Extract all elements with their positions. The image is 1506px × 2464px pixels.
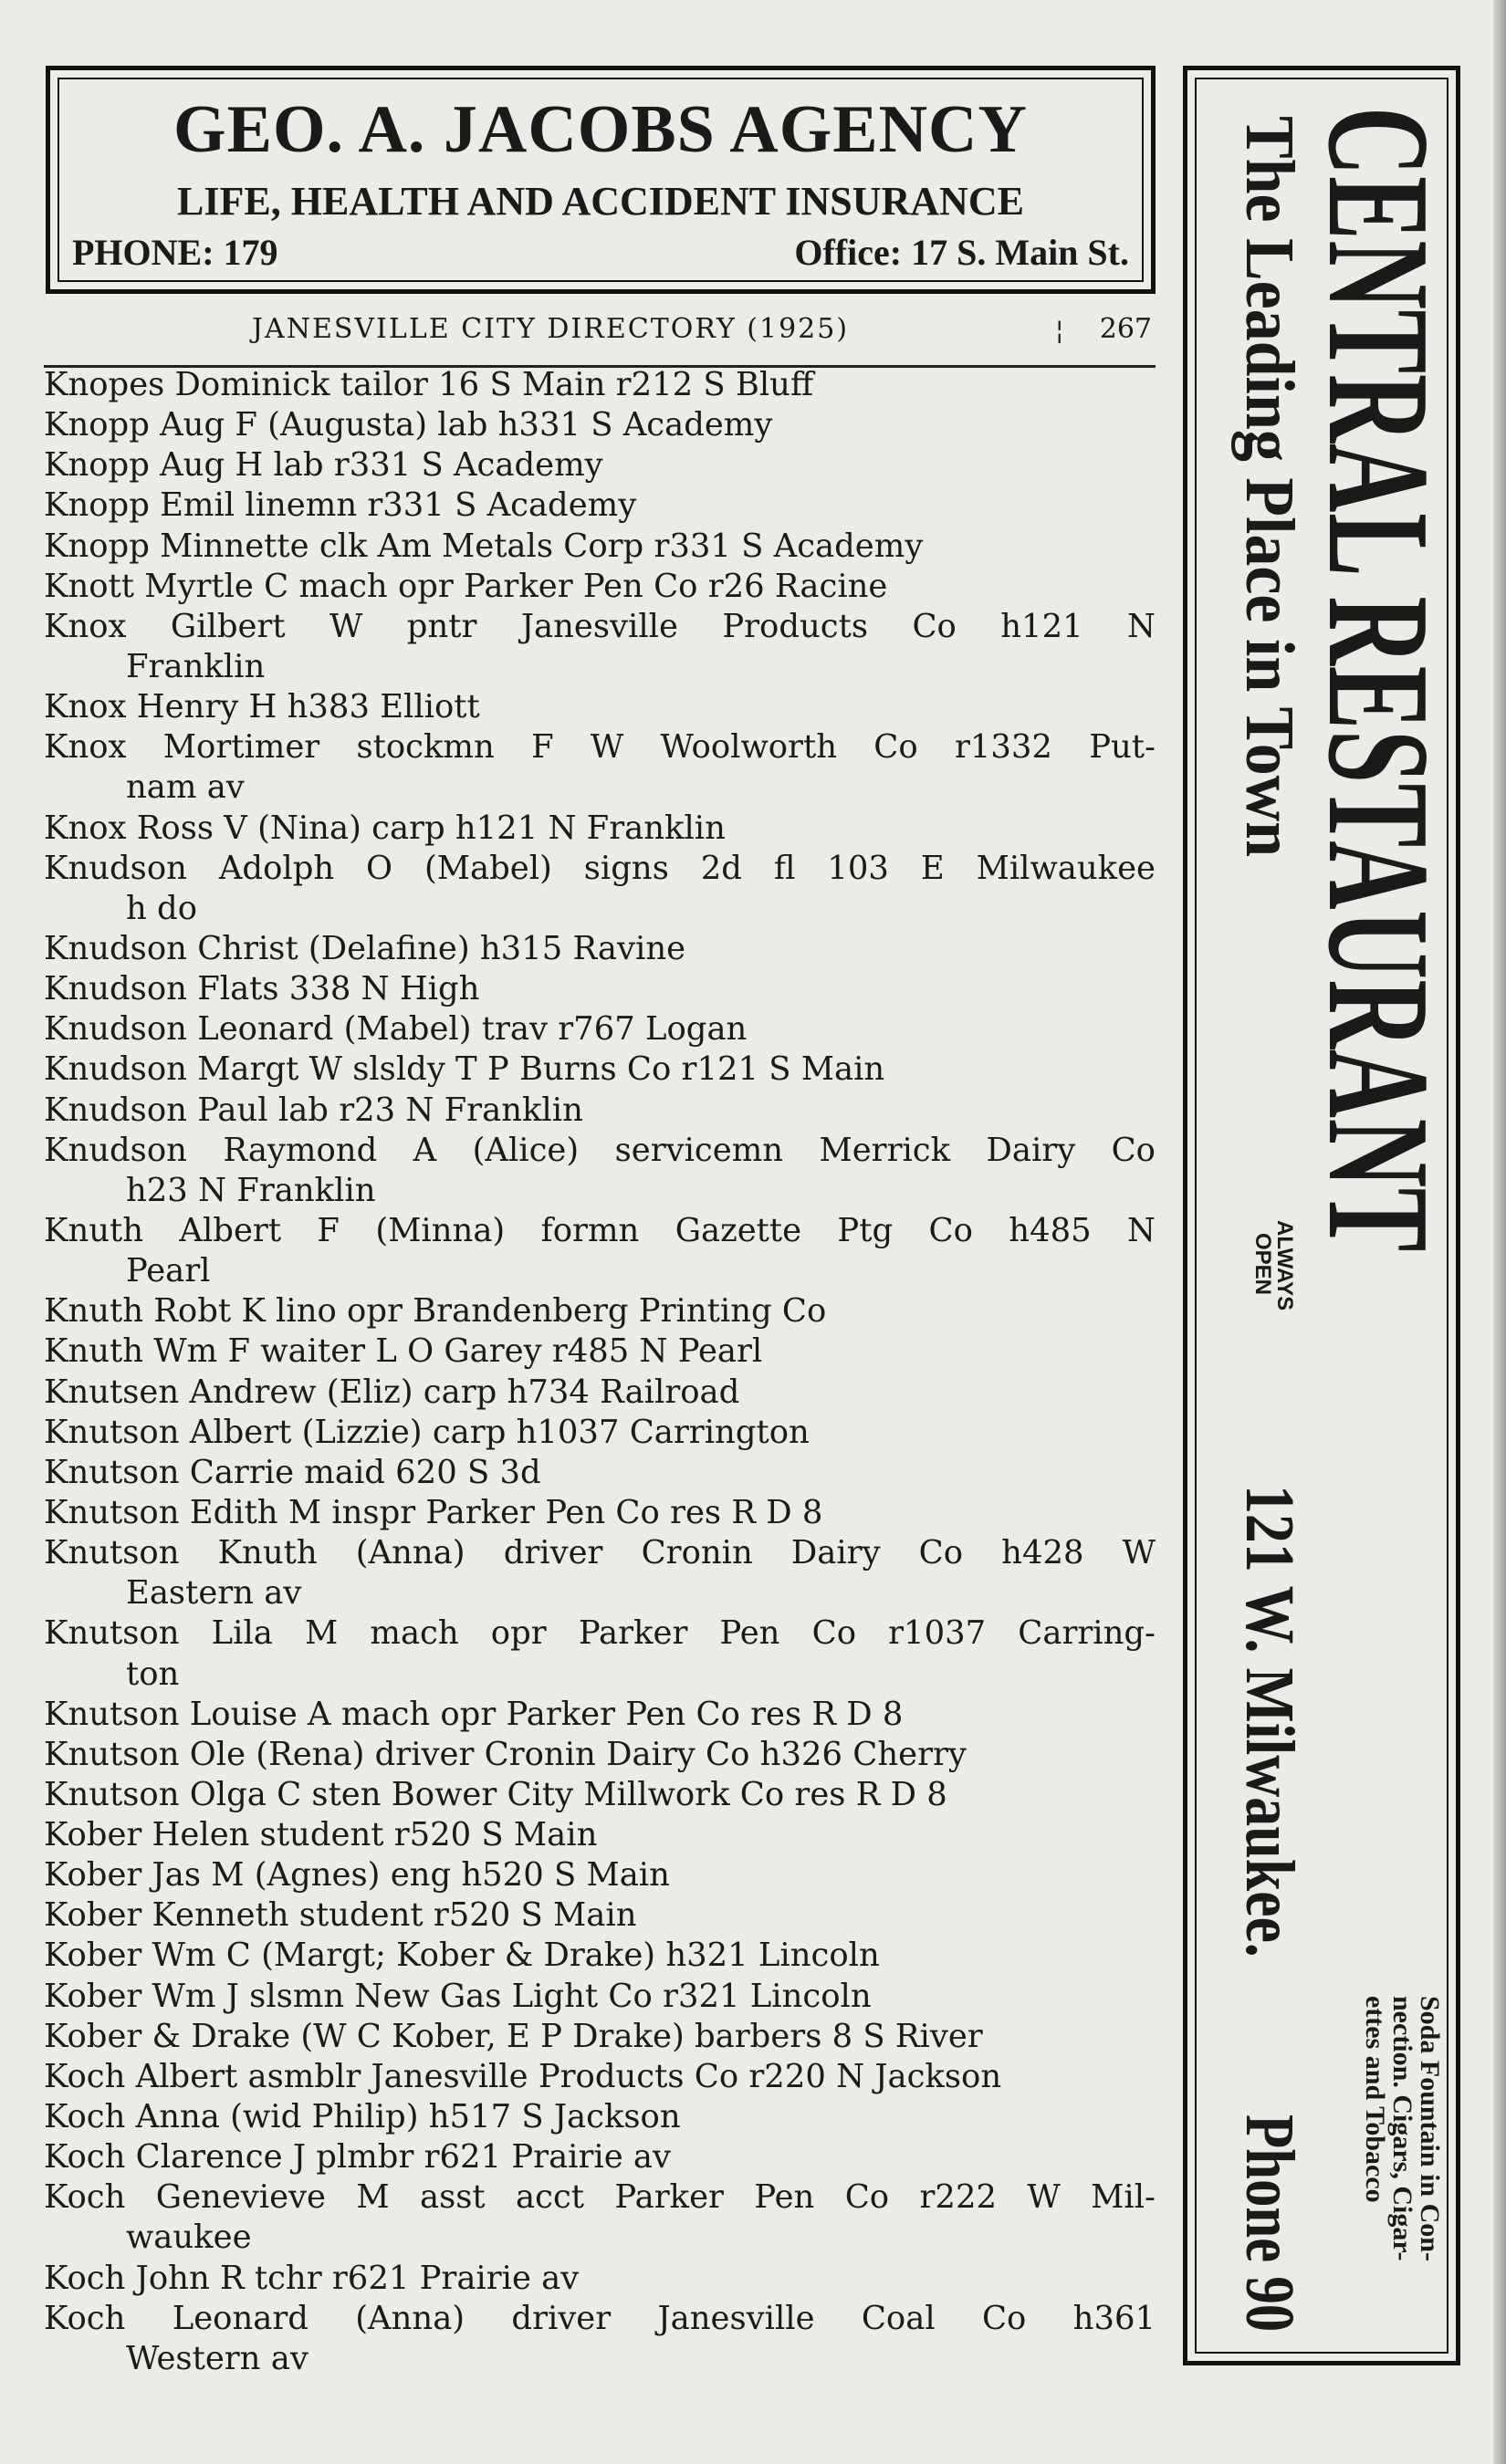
entry-continuation: Franklin [126,647,266,685]
directory-entry: Knutson Albert (Lizzie) carp h1037 Carrington [44,1413,810,1451]
directory-entry: Kober Helen student r520 S Main [44,1816,598,1854]
always-open-label [1250,1220,1297,1311]
directory-entry: Knutson Lila M mach opr Parker Pen Co r1037 Carring- [44,1614,1156,1653]
directory-entry: Knudson Christ (Delafine) h315 Ravine [44,929,686,967]
directory-title: JANESVILLE CITY DIRECTORY (1925) [252,313,850,345]
advertisement-inner-border [58,78,1144,282]
directory-entry: Koch Anna (wid Philip) h517 S Jackson [44,2098,681,2136]
directory-entry: Kober Wm C (Margt; Kober & Drake) h321 Lincoln [44,1937,880,1975]
entry-continuation: waukee [126,2219,252,2257]
directory-entry: Knutsen Andrew (Eliz) carp h734 Railroad [44,1373,740,1411]
directory-entry: Koch Clarence J plmbr r621 Prairie av [44,2138,672,2177]
soda-line: Soda Fountain in Con- [1415,1996,1445,2261]
insurance-advertisement [46,66,1156,294]
entry-continuation: Western av [126,2339,309,2377]
running-head [44,310,1156,368]
soda-line: nection. Cigars, Cigar- [1387,1996,1417,2261]
directory-entry: Knopp Aug H lab r331 S Academy [44,446,603,485]
directory-entry: Koch Genevieve M asst acct Parker Pen Co r222 W Mil- [44,2178,1156,2217]
entry-continuation: Eastern av [126,1574,302,1613]
directory-entry: Knox Ross V (Nina) carp h121 N Franklin [44,809,726,847]
soda-line: ettes and Tobacco [1360,1996,1390,2203]
directory-entry: Knutson Louise A mach opr Parker Pen Co res R D 8 [44,1695,904,1733]
directory-entry: Kober & Drake (W C Kober, E P Drake) barbers 8 S River [44,2017,983,2055]
directory-entry: Knopp Minnette clk Am Metals Corp r331 S Academy [44,527,924,565]
directory-entry: Knudson Adolph O (Mabel) signs 2d fl 103 E Milwaukee [44,849,1156,887]
directory-entry: Kober Wm J slsmn New Gas Light Co r321 Lincoln [44,1977,872,2015]
directory-entry: Knutson Ole (Rena) driver Cronin Dairy Co h326 Cherry [44,1735,967,1773]
directory-entry: Knuth Wm F waiter L O Garey r485 N Pearl [44,1332,763,1371]
restaurant-advertisement [1183,66,1460,2365]
directory-entry: Knox Gilbert W pntr Janesville Products Co h121 N [44,607,1156,645]
entry-continuation: h do [126,889,198,927]
directory-entries [44,365,1156,2379]
directory-entry: Knutson Edith M inspr Parker Pen Co res R D 8 [44,1493,823,1531]
agency-services: LIFE, HEALTH AND ACCIDENT INSURANCE [177,179,1024,224]
side-ad-inner-border [1195,78,1460,2354]
directory-entry: Knudson Flats 338 N High [44,970,480,1008]
directory-entry: Knudson Paul lab r23 N Franklin [44,1091,583,1129]
agency-name: GEO. A. JACOBS AGENCY [173,92,1028,167]
open-word: OPEN [1250,1232,1275,1295]
directory-entry: Knudson Raymond A (Alice) servicemn Merrick Dairy Co [44,1131,1156,1169]
directory-entry: Knuth Robt K lino opr Brandenberg Printing Co [44,1292,827,1331]
restaurant-tagline: The Leading Place in Town [1231,116,1308,858]
directory-entry: Knudson Margt W slsldy T P Burns Co r121 S Main [44,1050,885,1089]
page-number: 267 [1099,313,1152,345]
directory-entry: Knopp Aug F (Augusta) lab h331 S Academy [44,406,773,444]
entry-continuation: ton [126,1655,180,1693]
directory-entry: Kober Kenneth student r520 S Main [44,1896,637,1935]
header-separator: ¦ [1055,315,1064,345]
directory-entry: Koch Leonard (Anna) driver Janesville Coal Co h361 [44,2299,1156,2337]
directory-entry: Knutson Knuth (Anna) driver Cronin Dairy Co h428 W [44,1534,1156,1572]
entry-continuation: Pearl [126,1252,211,1290]
directory-entry: Knutson Carrie maid 620 S 3d [44,1453,541,1491]
entry-continuation: h23 N Franklin [126,1171,376,1209]
directory-entry: Knopp Emil linemn r331 S Academy [44,486,637,525]
directory-entry: Knudson Leonard (Mabel) trav r767 Logan [44,1010,748,1049]
always-word: ALWAYS [1272,1220,1297,1311]
directory-entry: Knox Henry H h383 Elliott [44,688,480,726]
restaurant-name: CENTRAL RESTAURANT [1298,107,1460,1253]
restaurant-address: 121 W. Milwaukee. [1231,1485,1308,1958]
agency-office: Office: 17 S. Main St. [794,232,1129,273]
directory-entry: Koch Albert asmblr Janesville Products Co r220 N Jackson [44,2057,1002,2095]
agency-phone: PHONE: 179 [72,232,278,273]
directory-entry: Knutson Olga C sten Bower City Millwork Co res R D 8 [44,1775,947,1813]
directory-entry: Knopes Dominick tailor 16 S Main r212 S Bluff [44,366,814,403]
directory-entry: Knuth Albert F (Minna) formn Gazette Ptg Co h485 N [44,1211,1156,1249]
directory-entry: Koch John R tchr r621 Prairie av [44,2259,580,2297]
soda-fountain-note [1361,1996,1443,2361]
restaurant-phone: Phone 90 [1231,2114,1308,2333]
directory-entry: Knott Myrtle C mach opr Parker Pen Co r26 Racine [44,567,888,605]
page-edge [1493,0,1506,2464]
entry-continuation: nam av [126,768,245,807]
directory-entry: Knox Mortimer stockmn F W Woolworth Co r1332 Put- [44,728,1156,767]
directory-entry: Kober Jas M (Agnes) eng h520 S Main [44,1856,670,1895]
